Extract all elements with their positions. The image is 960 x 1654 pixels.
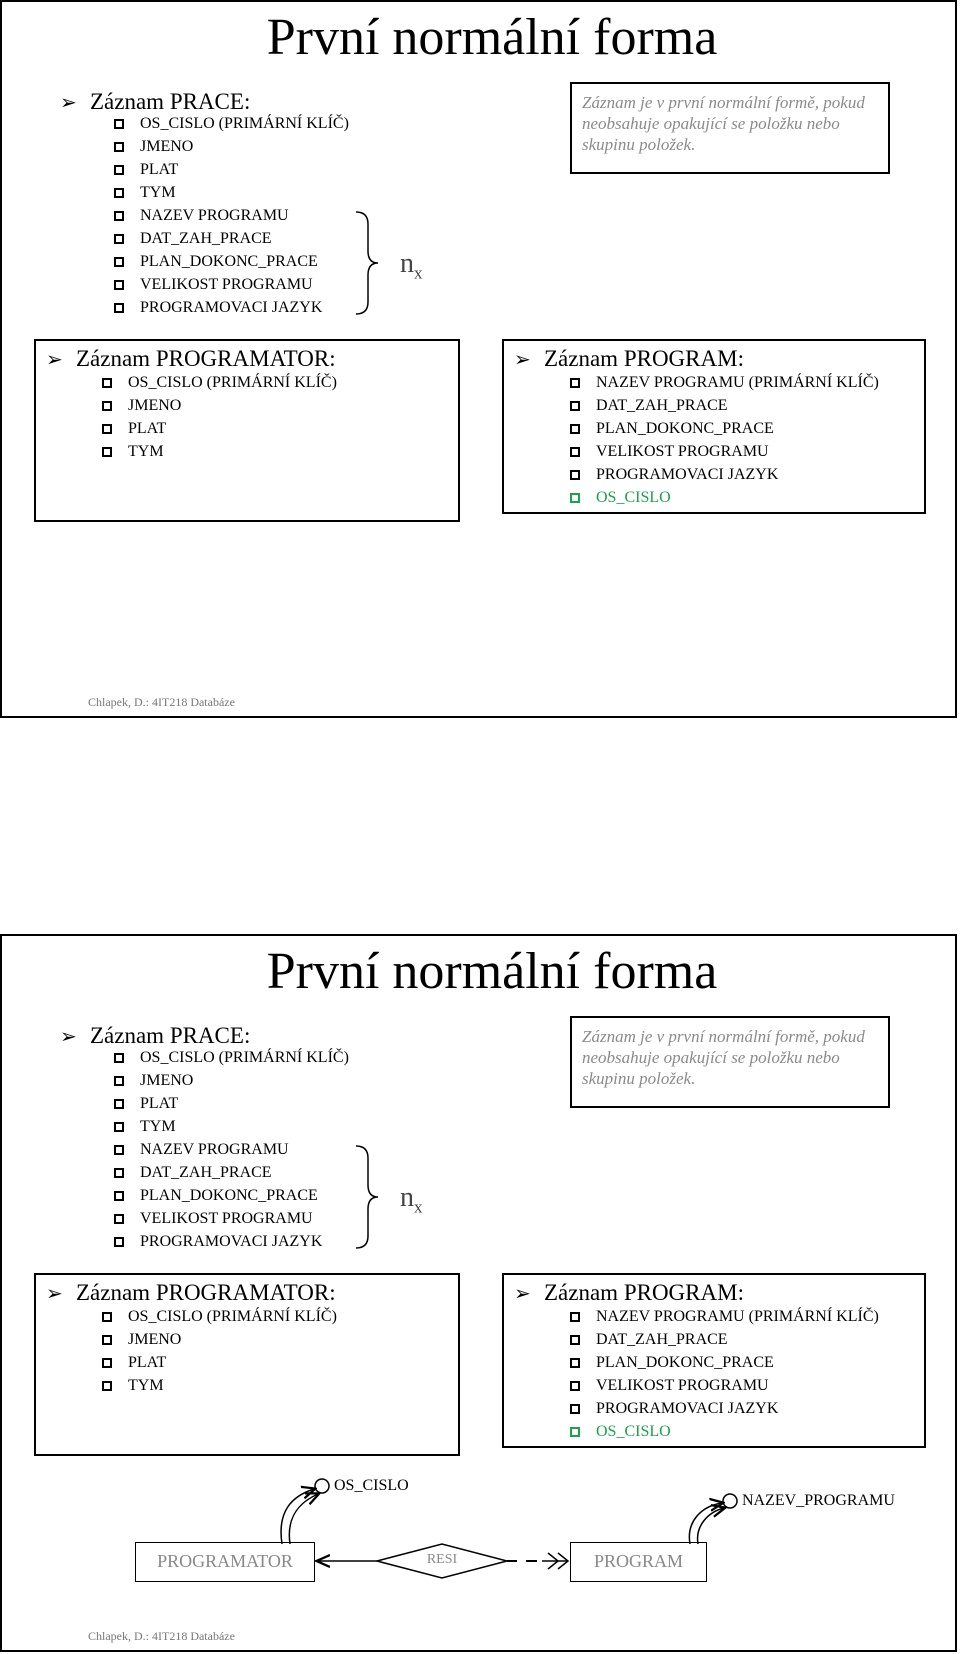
programator-field-list (102, 371, 337, 463)
list-item: DAT_ZAH_PRACE (114, 227, 349, 250)
checkbox-icon (570, 447, 580, 457)
entity-program: PROGRAM (570, 1542, 707, 1582)
slide-footer: Chlapek, D.: 4IT218 Databáze (88, 1629, 235, 1643)
foreign-key-item: OS_CISLO (570, 486, 879, 509)
list-item: OS_CISLO (PRIMÁRNÍ KLÍČ) (102, 1305, 337, 1328)
checkbox-icon (114, 211, 124, 221)
arrowhead-bullet-icon: ➢ (514, 349, 531, 371)
checkbox-icon (114, 257, 124, 267)
list-item: DAT_ZAH_PRACE (570, 1328, 879, 1351)
checkbox-icon (114, 280, 124, 290)
list-item: DAT_ZAH_PRACE (570, 394, 879, 417)
program-heading-text: Záznam PROGRAM: (544, 346, 744, 371)
checkbox-icon (102, 447, 112, 457)
list-item: NAZEV PROGRAMU (114, 204, 349, 227)
list-item: JMENO (102, 394, 337, 417)
list-item: VELIKOST PROGRAMU (114, 1207, 349, 1230)
definition-note: Záznam je v první normální formě, pokud neobsahuje opakující se položku nebo skupinu položek. (570, 1016, 890, 1108)
checkbox-icon (570, 424, 580, 434)
list-item: VELIKOST PROGRAMU (570, 440, 879, 463)
list-item: NAZEV PROGRAMU (114, 1138, 349, 1161)
attribute-nazev-programu: NAZEV_PROGRAMU (742, 1492, 895, 1509)
program-heading (514, 346, 744, 373)
slide-title: První normální forma (266, 943, 718, 1000)
checkbox-icon (570, 401, 580, 411)
arrowhead-bullet-icon: ➢ (46, 349, 63, 371)
checkbox-icon (570, 470, 580, 480)
arrowhead-bullet-icon: ➢ (514, 1283, 531, 1305)
list-item: NAZEV PROGRAMU (PRIMÁRNÍ KLÍČ) (570, 371, 879, 394)
checkbox-icon (114, 234, 124, 244)
program-heading-text: Záznam PROGRAM: (544, 1280, 744, 1305)
list-item: VELIKOST PROGRAMU (114, 273, 349, 296)
checkbox-icon (102, 401, 112, 411)
arrowhead-bullet-icon: ➢ (46, 1283, 63, 1305)
repeat-marker: $n_x$ (400, 1182, 423, 1217)
checkbox-icon (114, 188, 124, 198)
checkbox-icon (570, 378, 580, 388)
foreign-key-item: OS_CISLO (570, 1420, 879, 1443)
list-item: PROGRAMOVACI JAZYK (114, 1230, 349, 1253)
list-item: PLAT (102, 1351, 337, 1374)
prace-heading-text: Záznam PRACE: (90, 89, 251, 114)
arrowhead-bullet-icon: ➢ (60, 1026, 77, 1048)
program-field-list (570, 371, 879, 509)
checkbox-icon (102, 424, 112, 434)
slide-title: První normální forma (266, 9, 718, 66)
checkbox-icon (102, 378, 112, 388)
attribute-circle-left (315, 1479, 329, 1493)
checkbox-icon (570, 493, 580, 503)
programator-heading (46, 346, 336, 373)
slide-2 (0, 934, 957, 1652)
list-item: NAZEV PROGRAMU (PRIMÁRNÍ KLÍČ) (570, 1305, 879, 1328)
list-item: JMENO (114, 1069, 349, 1092)
list-item: JMENO (114, 135, 349, 158)
list-item: TYM (114, 1115, 349, 1138)
relationship-resi: RESI (426, 1552, 458, 1567)
list-item: TYM (102, 440, 337, 463)
prace-field-list (114, 112, 349, 319)
list-item: OS_CISLO (PRIMÁRNÍ KLÍČ) (114, 112, 349, 135)
list-item: OS_CISLO (PRIMÁRNÍ KLÍČ) (102, 371, 337, 394)
checkbox-icon (114, 165, 124, 175)
program-box (502, 339, 926, 514)
checkbox-icon (114, 142, 124, 152)
programator-box (34, 339, 460, 522)
attribute-circle-right (723, 1494, 737, 1508)
list-item: PLAN_DOKONC_PRACE (570, 417, 879, 440)
list-item: OS_CISLO (PRIMÁRNÍ KLÍČ) (114, 1046, 349, 1069)
repeat-marker: $n_x$ (400, 248, 423, 283)
list-item: PLAN_DOKONC_PRACE (570, 1351, 879, 1374)
list-item: PLAT (102, 417, 337, 440)
attribute-os-cislo: OS_CISLO (334, 1477, 409, 1494)
checkbox-icon (114, 303, 124, 313)
list-item: DAT_ZAH_PRACE (114, 1161, 349, 1184)
checkbox-icon (114, 119, 124, 129)
arrowhead-bullet-icon: ➢ (60, 92, 77, 114)
list-item: TYM (114, 181, 349, 204)
entity-programator: PROGRAMATOR (135, 1542, 315, 1582)
repeat-brace-icon (354, 210, 384, 316)
list-item: PLAN_DOKONC_PRACE (114, 1184, 349, 1207)
list-item: PROGRAMOVACI JAZYK (570, 1397, 879, 1420)
list-item: PLAT (114, 1092, 349, 1115)
definition-note: Záznam je v první normální formě, pokud neobsahuje opakující se položku nebo skupinu položek. (570, 82, 890, 174)
programator-heading-text: Záznam PROGRAMATOR: (76, 1280, 336, 1305)
list-item: JMENO (102, 1328, 337, 1351)
list-item: PROGRAMOVACI JAZYK (114, 296, 349, 319)
list-item: VELIKOST PROGRAMU (570, 1374, 879, 1397)
list-item: PLAN_DOKONC_PRACE (114, 250, 349, 273)
list-item: TYM (102, 1374, 337, 1397)
slide-footer: Chlapek, D.: 4IT218 Databáze (88, 695, 235, 709)
programator-heading-text: Záznam PROGRAMATOR: (76, 346, 336, 371)
list-item: PROGRAMOVACI JAZYK (570, 463, 879, 486)
prace-heading-text: Záznam PRACE: (90, 1023, 251, 1048)
slide-1 (0, 0, 957, 718)
list-item: PLAT (114, 158, 349, 181)
